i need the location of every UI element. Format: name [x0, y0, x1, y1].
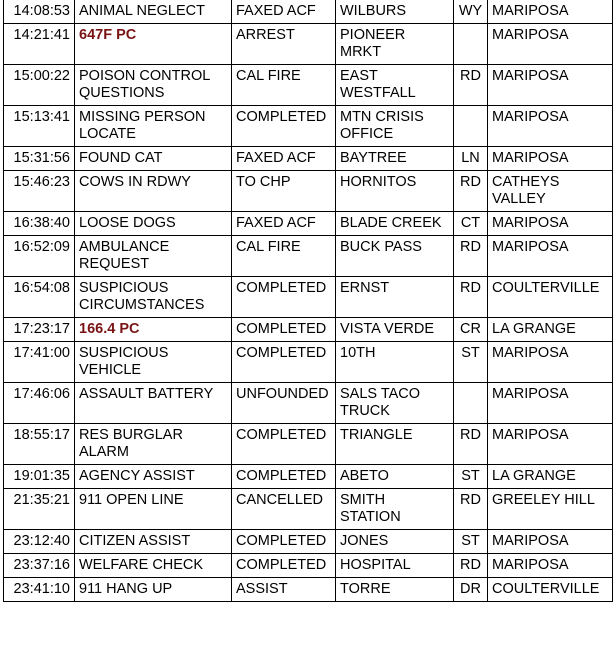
call-type: ANIMAL NEGLECT: [75, 0, 232, 24]
call-street: BAYTREE: [336, 147, 454, 171]
table-row: [4, 171, 613, 212]
call-street-suffix: RD: [454, 554, 488, 578]
call-city: LA GRANGE: [488, 465, 613, 489]
table-row: [4, 147, 613, 171]
call-disposition: COMPLETED: [232, 424, 336, 465]
call-type: MISSING PERSON LOCATE: [75, 106, 232, 147]
call-street-suffix: ST: [454, 530, 488, 554]
call-time: 18:55:17: [4, 424, 75, 465]
call-time: 19:01:35: [4, 465, 75, 489]
call-street-suffix: CR: [454, 318, 488, 342]
table-row: [4, 554, 613, 578]
call-street-suffix: RD: [454, 65, 488, 106]
call-time: 17:46:06: [4, 383, 75, 424]
table-row: [4, 383, 613, 424]
call-disposition: ASSIST: [232, 578, 336, 602]
table-row: [4, 318, 613, 342]
call-city: MARIPOSA: [488, 212, 613, 236]
call-time: 21:35:21: [4, 489, 75, 530]
call-type: [75, 24, 232, 65]
call-street: HORNITOS: [336, 171, 454, 212]
call-disposition: TO CHP: [232, 171, 336, 212]
call-disposition: COMPLETED: [232, 465, 336, 489]
call-type: LOOSE DOGS: [75, 212, 232, 236]
call-disposition: COMPLETED: [232, 106, 336, 147]
call-street: TORRE: [336, 578, 454, 602]
call-city: MARIPOSA: [488, 554, 613, 578]
call-city: MARIPOSA: [488, 530, 613, 554]
table-row: [4, 489, 613, 530]
penal-code-label: 647F PC: [79, 27, 137, 43]
call-city: MARIPOSA: [488, 65, 613, 106]
call-street: SMITH STATION: [336, 489, 454, 530]
call-disposition: COMPLETED: [232, 530, 336, 554]
table-row: [4, 277, 613, 318]
table-row: [4, 424, 613, 465]
call-street: 10TH: [336, 342, 454, 383]
call-street: HOSPITAL: [336, 554, 454, 578]
call-disposition: FAXED ACF: [232, 147, 336, 171]
call-disposition: CAL FIRE: [232, 65, 336, 106]
call-disposition: COMPLETED: [232, 318, 336, 342]
call-disposition: COMPLETED: [232, 342, 336, 383]
call-street-suffix: CT: [454, 212, 488, 236]
call-type: COWS IN RDWY: [75, 171, 232, 212]
call-time: 16:38:40: [4, 212, 75, 236]
call-time: 15:31:56: [4, 147, 75, 171]
call-log-table: [3, 0, 613, 602]
call-city: MARIPOSA: [488, 147, 613, 171]
call-type: 911 HANG UP: [75, 578, 232, 602]
call-street-suffix: RD: [454, 236, 488, 277]
table-row: [4, 236, 613, 277]
call-type: RES BURGLAR ALARM: [75, 424, 232, 465]
table-row: [4, 342, 613, 383]
call-disposition: UNFOUNDED: [232, 383, 336, 424]
call-time: 15:13:41: [4, 106, 75, 147]
call-time: 23:12:40: [4, 530, 75, 554]
call-street-suffix: RD: [454, 424, 488, 465]
call-city: LA GRANGE: [488, 318, 613, 342]
call-disposition: CANCELLED: [232, 489, 336, 530]
call-street: TRIANGLE: [336, 424, 454, 465]
call-street: BUCK PASS: [336, 236, 454, 277]
call-type: POISON CONTROL QUESTIONS: [75, 65, 232, 106]
call-street: JONES: [336, 530, 454, 554]
call-street-suffix: RD: [454, 489, 488, 530]
table-row: [4, 106, 613, 147]
call-street-suffix: DR: [454, 578, 488, 602]
call-time: 14:08:53: [4, 0, 75, 24]
call-time: 15:46:23: [4, 171, 75, 212]
call-type: 911 OPEN LINE: [75, 489, 232, 530]
call-disposition: FAXED ACF: [232, 0, 336, 24]
call-disposition: COMPLETED: [232, 554, 336, 578]
call-time: 16:52:09: [4, 236, 75, 277]
call-street: WILBURS: [336, 0, 454, 24]
table-row: [4, 212, 613, 236]
call-street-suffix: [454, 24, 488, 65]
call-street-suffix: RD: [454, 171, 488, 212]
call-disposition: ARREST: [232, 24, 336, 65]
call-street-suffix: [454, 383, 488, 424]
call-type: FOUND CAT: [75, 147, 232, 171]
call-type: ASSAULT BATTERY: [75, 383, 232, 424]
call-time: 15:00:22: [4, 65, 75, 106]
call-street-suffix: ST: [454, 342, 488, 383]
call-city: GREELEY HILL: [488, 489, 613, 530]
call-city: COULTERVILLE: [488, 277, 613, 318]
table-row: [4, 0, 613, 24]
call-street: ERNST: [336, 277, 454, 318]
call-city: COULTERVILLE: [488, 578, 613, 602]
call-time: 14:21:41: [4, 24, 75, 65]
call-disposition: CAL FIRE: [232, 236, 336, 277]
call-street-suffix: [454, 106, 488, 147]
call-type: WELFARE CHECK: [75, 554, 232, 578]
call-time: 23:37:16: [4, 554, 75, 578]
call-time: 23:41:10: [4, 578, 75, 602]
call-city: MARIPOSA: [488, 236, 613, 277]
call-street-suffix: RD: [454, 277, 488, 318]
call-street: MTN CRISIS OFFICE: [336, 106, 454, 147]
call-street: PIONEER MRKT: [336, 24, 454, 65]
table-row: [4, 65, 613, 106]
table-row: [4, 24, 613, 65]
table-row: [4, 530, 613, 554]
call-city: MARIPOSA: [488, 383, 613, 424]
call-city: CATHEYS VALLEY: [488, 171, 613, 212]
call-street: BLADE CREEK: [336, 212, 454, 236]
call-street: SALS TACO TRUCK: [336, 383, 454, 424]
call-log-body: [4, 0, 613, 602]
call-time: 17:41:00: [4, 342, 75, 383]
call-type: [75, 318, 232, 342]
call-type: CITIZEN ASSIST: [75, 530, 232, 554]
call-disposition: FAXED ACF: [232, 212, 336, 236]
table-row: [4, 465, 613, 489]
call-disposition: COMPLETED: [232, 277, 336, 318]
call-type: AGENCY ASSIST: [75, 465, 232, 489]
call-time: 16:54:08: [4, 277, 75, 318]
call-city: MARIPOSA: [488, 0, 613, 24]
call-city: MARIPOSA: [488, 342, 613, 383]
penal-code-label: 166.4 PC: [79, 321, 140, 337]
call-type: AMBULANCE REQUEST: [75, 236, 232, 277]
call-city: MARIPOSA: [488, 24, 613, 65]
call-street: EAST WESTFALL: [336, 65, 454, 106]
call-time: 17:23:17: [4, 318, 75, 342]
call-city: MARIPOSA: [488, 424, 613, 465]
call-type: SUSPICIOUS VEHICLE: [75, 342, 232, 383]
call-street-suffix: ST: [454, 465, 488, 489]
call-street-suffix: LN: [454, 147, 488, 171]
call-street: VISTA VERDE: [336, 318, 454, 342]
call-city: MARIPOSA: [488, 106, 613, 147]
call-street: ABETO: [336, 465, 454, 489]
call-street-suffix: WY: [454, 0, 488, 24]
call-type: SUSPICIOUS CIRCUMSTANCES: [75, 277, 232, 318]
table-row: [4, 578, 613, 602]
